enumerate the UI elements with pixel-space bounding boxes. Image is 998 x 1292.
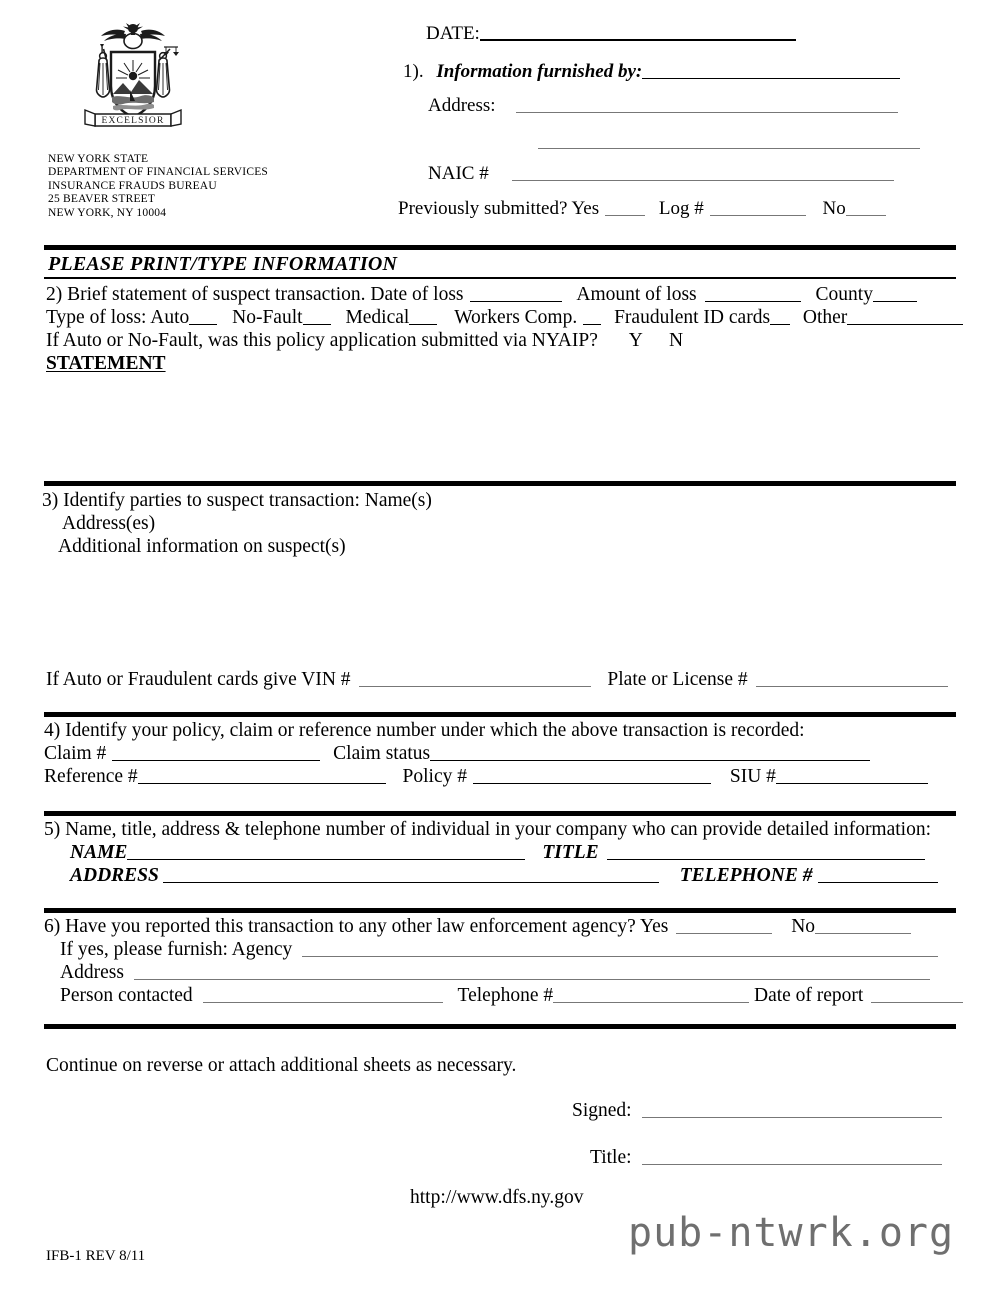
section4-heading: 4) Identify your policy, claim or reference number under which the above transaction is recorded: (44, 720, 805, 741)
section4-line-claim (44, 742, 870, 765)
address-line-2-input[interactable] (538, 148, 920, 149)
policy-number-label: Policy # (402, 766, 467, 787)
signed-row (572, 1100, 942, 1122)
section2-line1 (46, 283, 917, 306)
reference-number-input[interactable] (138, 783, 386, 784)
section3-line2: Address(es) (62, 513, 156, 534)
previously-submitted-no-label: No (822, 198, 846, 219)
date-of-report-label: Date of report (753, 985, 864, 1006)
parties-free-text-area[interactable] (46, 560, 954, 660)
nyaip-question-label: If Auto or No-Fault, was this policy application submitted via NYAIP? (46, 330, 598, 351)
section2-line1-label-c: County (815, 284, 873, 305)
contact-address-input[interactable] (163, 882, 659, 883)
item1-number: 1). (403, 61, 424, 82)
naic-label: NAIC # (428, 163, 489, 184)
siu-number-label: SIU # (729, 766, 776, 787)
section5-line-name (70, 841, 925, 864)
continue-note: Continue on reverse or attach additional sheets as necessary. (46, 1055, 517, 1076)
signed-label: Signed: (572, 1100, 632, 1121)
type-of-loss-auto-label: Type of loss: Auto (46, 307, 190, 328)
amount-of-loss-input[interactable] (705, 301, 801, 302)
agency-line-1: NEW YORK STATE (48, 153, 149, 165)
type-of-loss-medical-checkbox[interactable] (409, 324, 437, 325)
other-agency-telephone-input[interactable] (553, 1002, 749, 1003)
seal-motto-text: EXCELSIOR (101, 116, 165, 126)
date-of-report-input[interactable] (871, 1002, 963, 1003)
type-of-loss-auto-checkbox[interactable] (189, 324, 217, 325)
agency-line-5: NEW YORK, NY 10004 (48, 206, 167, 219)
divider-below-band (44, 277, 956, 279)
plate-or-license-label: Plate or License # (607, 669, 748, 690)
section2-line3 (46, 329, 683, 352)
other-agency-address-label: Address (60, 962, 124, 983)
section5-heading: 5) Name, title, address & telephone number of individual in your company who can provide detailed information: (44, 819, 932, 840)
agency-line-2: DEPARTMENT OF FINANCIAL SERVICES (48, 166, 269, 179)
nyaip-yes-option[interactable]: Y (628, 330, 643, 351)
divider-above-section6 (44, 908, 956, 913)
previously-submitted-label: Previously submitted? Yes (398, 198, 600, 219)
address-line-1-input[interactable] (516, 112, 898, 113)
section6-heading-row (44, 915, 911, 938)
log-label: Log # (658, 198, 704, 219)
section3-line3: Additional information on suspect(s) (58, 536, 346, 557)
signature-title-label: Title: (590, 1147, 632, 1168)
person-contacted-label: Person contacted (60, 985, 193, 1006)
section6-line-agency (60, 938, 938, 961)
item1-label: Information furnished by: (436, 61, 643, 82)
statement-free-text-area[interactable] (46, 378, 954, 474)
contact-address-label: ADDRESS (70, 865, 159, 886)
address-row-2 (428, 132, 920, 151)
name-label: NAME (70, 842, 128, 863)
section5-line-address (70, 864, 938, 887)
address-label: Address: (428, 95, 496, 116)
claim-status-label: Claim status (333, 743, 431, 764)
section2-line2 (46, 306, 963, 329)
previously-submitted-row (398, 199, 886, 218)
nyaip-no-option[interactable]: N (669, 330, 684, 351)
previously-submitted-no-input[interactable] (846, 215, 886, 216)
agency-line-3: INSURANCE FRAUDS BUREAU (48, 179, 217, 192)
section4-line-reference (44, 765, 928, 788)
watermark-text: pub-ntwrk.org (628, 1210, 955, 1256)
reported-no-input[interactable] (815, 933, 911, 934)
type-of-loss-nofault-checkbox[interactable] (303, 324, 331, 325)
date-row (426, 24, 796, 43)
divider-above-section4 (44, 712, 956, 717)
telephone-label: TELEPHONE # (679, 865, 813, 886)
reported-no-label: No (791, 916, 816, 937)
type-of-loss-fraudulent-id-label: Fraudulent ID cards (614, 307, 771, 328)
other-agency-address-input[interactable] (134, 979, 930, 980)
divider-above-section5 (44, 811, 956, 816)
previously-submitted-yes-input[interactable] (605, 215, 645, 216)
signature-title-input[interactable] (642, 1164, 942, 1165)
type-of-loss-medical-label: Medical (345, 307, 410, 328)
divider-above-section3 (44, 481, 956, 486)
telephone-input[interactable] (818, 882, 938, 883)
siu-number-input[interactable] (776, 783, 928, 784)
other-agency-telephone-label: Telephone # (457, 985, 554, 1006)
information-furnished-by-input-line[interactable] (642, 78, 900, 79)
section3-line1: 3) Identify parties to suspect transaction: Name(s) (42, 490, 432, 511)
section2-line1-label-a: 2) Brief statement of suspect transaction. Date of loss (46, 284, 464, 305)
vin-input[interactable] (359, 686, 591, 687)
title-label: TITLE (542, 842, 599, 863)
title-row (590, 1147, 942, 1169)
reported-yes-input[interactable] (676, 933, 772, 934)
claim-number-label: Claim # (44, 743, 107, 764)
person-contacted-input[interactable] (203, 1002, 443, 1003)
type-of-loss-workerscomp-checkbox[interactable] (583, 324, 601, 325)
agency-line-4: 25 BEAVER STREET (48, 193, 156, 206)
type-of-loss-fraudulent-id-checkbox[interactable] (770, 324, 790, 325)
agency-identity-block (48, 18, 348, 220)
log-number-input[interactable] (710, 215, 806, 216)
county-input[interactable] (873, 301, 917, 302)
signed-input[interactable] (642, 1117, 942, 1118)
date-of-loss-input[interactable] (470, 301, 562, 302)
type-of-loss-other-input[interactable] (847, 324, 963, 325)
type-of-loss-other-label: Other (802, 307, 848, 328)
policy-number-input[interactable] (473, 783, 711, 784)
date-label: DATE: (426, 23, 480, 44)
section6-line-person (60, 984, 963, 1007)
new-york-state-seal-icon (73, 18, 193, 143)
title-input[interactable] (607, 859, 925, 860)
other-agency-input[interactable] (302, 956, 938, 957)
agency-address-block (48, 153, 348, 220)
divider-below-section6 (44, 1024, 956, 1029)
claim-number-input[interactable] (112, 760, 320, 761)
statement-label: STATEMENT (46, 353, 166, 374)
band-title: PLEASE PRINT/TYPE INFORMATION (48, 253, 398, 275)
type-of-loss-workerscomp-label: Workers Comp. (454, 307, 578, 328)
reference-number-label: Reference # (44, 766, 138, 787)
type-of-loss-nofault-label: No-Fault (232, 307, 303, 328)
section3-vin-row (46, 668, 948, 691)
section6-line-address (60, 961, 930, 984)
vin-label: If Auto or Fraudulent cards give VIN # (46, 669, 351, 690)
form-code: IFB-1 REV 8/11 (46, 1248, 146, 1264)
divider-above-band (44, 245, 956, 250)
website-url[interactable]: http://www.dfs.ny.gov (410, 1187, 584, 1208)
section2-line1-label-b: Amount of loss (576, 284, 697, 305)
claim-status-input[interactable] (430, 760, 870, 761)
naic-input-line[interactable] (512, 180, 894, 181)
naic-row (428, 164, 894, 183)
name-input[interactable] (127, 859, 525, 860)
address-row (428, 96, 898, 115)
statement-heading (46, 352, 166, 375)
other-agency-label: If yes, please furnish: Agency (60, 939, 293, 960)
section6-heading-label: 6) Have you reported this transaction to any other law enforcement agency? Yes (44, 916, 669, 937)
plate-or-license-input[interactable] (756, 686, 948, 687)
date-input-line[interactable] (480, 39, 796, 41)
information-furnished-by-row (403, 62, 900, 81)
form-header (0, 0, 998, 250)
